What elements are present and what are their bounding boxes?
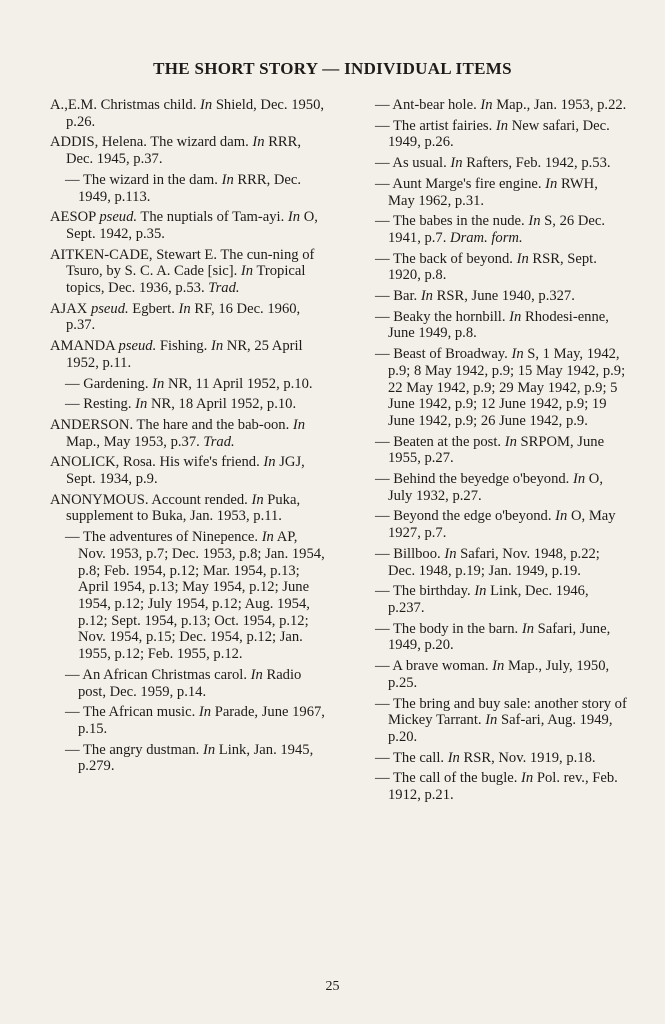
entry-text: S, 1 May, 1942, p.9; 8 May 1942, p.9; 15 May 1942, p.9; 22 May 1942, p.9; 29 May 1942, p.9; 5 June 1942, p.9; 12 June 1942, p.9; 19 June 1942, p.9; 26 June 1942, p.9. [388, 346, 626, 429]
entry-italic-text: In [492, 658, 505, 675]
entry-italic-text: In [252, 134, 265, 151]
entry-text: Saf-ari, Aug. 1949, p.20. [388, 712, 613, 745]
left-column [50, 97, 326, 779]
entry-text: Rafters, Feb. 1942, p.53. [462, 155, 611, 172]
entry-italic-text: In [250, 666, 263, 683]
entry-text: RF, 16 Dec. 1960, p.37. [66, 300, 301, 334]
entry-text: Pol. rev., Feb. 1912, p.21. [388, 770, 618, 804]
entry-italic-text: In [200, 97, 213, 113]
entry-text: Safari, June, 1949, p.20. [388, 620, 611, 654]
entry-text: — Resting. [65, 396, 136, 413]
bibliography-entry [360, 251, 628, 284]
entry-text: — An African Christmas carol. [65, 666, 251, 683]
entry-italic-text: In [444, 545, 457, 562]
entry-text: Puka, supplement to Buka, Jan. 1953, p.11. [66, 491, 301, 525]
entry-italic-text: In [221, 171, 234, 188]
entry-italic-text: In [511, 346, 524, 363]
entry-text: — The birthday. [375, 583, 475, 600]
entry-italic-text: In [509, 308, 522, 325]
entry-italic-text: In [178, 300, 191, 317]
entry-text: NR, 25 April 1952, p.11. [66, 338, 303, 371]
entry-text: — The babes in the nude. [375, 213, 529, 230]
entry-text: RSR, Sept. 1920, p.8. [388, 250, 597, 284]
entry-text: — The artist fairies. [375, 117, 496, 134]
entry-text: — The body in the barn. [375, 620, 522, 637]
entry-text: ANONYMOUS. Account rended. [50, 491, 252, 508]
entry-text: Egbert. [128, 300, 179, 317]
entry-text: O, July 1932, p.27. [388, 471, 603, 504]
entry-text: New safari, Dec. 1949, p.26. [388, 117, 610, 151]
entry-italic-text: In [555, 508, 568, 525]
entry-text: AITKEN-CADE, Stewart E. The cun-ning of Tsuro, by S. C. A. Cade [sic]. [50, 246, 315, 280]
entry-text: — A brave woman. [375, 658, 493, 675]
entry-text: O, May 1927, p.7. [388, 508, 616, 542]
bibliography-entry [50, 172, 326, 205]
entry-italic-text: In [152, 375, 165, 392]
entry-italic-text: In [521, 770, 534, 787]
entry-text: Radio post, Dec. 1959, p.14. [78, 666, 302, 700]
entry-italic-text: In [450, 155, 463, 172]
entry-text: Parade, June 1967, p.15. [78, 704, 325, 737]
bibliography-entry [50, 492, 326, 525]
entry-italic-text: Trad. [208, 280, 240, 297]
bibliography-entry [50, 742, 326, 775]
bibliography-entry [360, 546, 628, 579]
entry-text: — Gardening. [65, 375, 153, 392]
bibliography-entry [360, 621, 628, 654]
entry-italic-text: In [504, 433, 517, 450]
entry-text: Tropical topics, Dec. 1936, p.53. [66, 263, 306, 297]
entry-text: A.,E.M. Christmas child. [50, 97, 200, 113]
entry-italic-text: In [495, 117, 509, 134]
entry-italic-text: pseud. [99, 209, 138, 226]
entry-text: Link, Dec. 1946, p.237. [388, 583, 589, 616]
bibliography-entry [360, 346, 628, 430]
entry-text: Map., May 1953, p.37. [66, 433, 204, 450]
entry-text: AESOP [50, 209, 100, 226]
entry-italic-text: In [135, 396, 148, 413]
entry-text: SRPOM, June 1955, p.27. [388, 433, 605, 467]
entry-italic-text: In [528, 213, 541, 230]
bibliography-entry [360, 155, 628, 172]
entry-text: — Bar. [375, 288, 421, 305]
entry-italic-text: In [545, 175, 558, 192]
bibliography-entry [50, 209, 326, 242]
bibliography-entry [360, 770, 628, 803]
entry-text: RRR, Dec. 1945, p.37. [66, 134, 302, 168]
bibliography-entry [360, 750, 628, 767]
entry-text: NR, 18 April 1952, p.10. [147, 396, 297, 413]
entry-italic-text: In [263, 454, 276, 471]
entry-text: — The adventures of Ninepence. [65, 529, 262, 546]
entry-text: — As usual. [375, 155, 451, 172]
entry-italic-text: In [261, 529, 274, 546]
entry-text: — Beaky the hornbill. [375, 308, 510, 325]
entry-italic-text: In [480, 97, 493, 113]
entry-text: AMANDA [50, 338, 119, 355]
bibliography-entry [50, 396, 326, 413]
entry-italic-text: In [202, 741, 216, 758]
entry-italic-text: In [198, 704, 212, 721]
bibliography-entry [50, 247, 326, 297]
entry-text: — Beaten at the post. [375, 433, 505, 450]
entry-italic-text: Trad. [203, 433, 235, 450]
entry-text: RWH, May 1962, p.31. [388, 175, 598, 209]
entry-text: RRR, Dec. 1949, p.113. [78, 171, 302, 205]
entry-text: — Aunt Marge's fire engine. [375, 175, 546, 192]
entry-text: — The wizard in the dam. [65, 171, 222, 188]
entry-italic-text: In [292, 416, 306, 433]
bibliography-entry [360, 118, 628, 151]
bibliography-entry [50, 376, 326, 393]
entry-text: — The angry dustman. [65, 741, 203, 758]
entry-text: S, 26 Dec. 1941, p.7. [388, 213, 605, 246]
bibliography-entry [50, 97, 326, 130]
bibliography-entry [50, 338, 326, 371]
entry-text: — The call. [375, 749, 448, 766]
bibliography-entry [360, 508, 628, 541]
entry-text: Map., July, 1950, p.25. [388, 658, 610, 691]
entry-text: — The bring and buy sale: another story of Mickey Tarrant. [375, 695, 627, 729]
bibliography-entry [50, 134, 326, 167]
entry-text: Safari, Nov. 1948, p.22; Dec. 1948, p.19; Jan. 1949, p.19. [388, 545, 600, 579]
entry-italic-text: In [474, 583, 487, 600]
entry-text: — The call of the bugle. [375, 770, 522, 787]
entry-text: — Beast of Broadway. [375, 346, 512, 363]
entry-text: The nuptials of Tam-ayi. [137, 209, 288, 226]
entry-italic-text: In [251, 491, 264, 508]
entry-italic-text: In [240, 263, 254, 280]
entry-text: — The African music. [65, 704, 199, 721]
bibliography-entry [360, 696, 628, 746]
page-title: THE SHORT STORY — INDIVIDUAL ITEMS [153, 59, 512, 79]
bibliography-entry [360, 213, 628, 246]
bibliography-entry [50, 454, 326, 487]
bibliography-entry [360, 309, 628, 342]
entry-text: Shield, Dec. 1950, p.26. [66, 97, 325, 130]
entry-text: O, Sept. 1942, p.35. [66, 209, 318, 242]
entry-text: Fishing. [156, 338, 211, 355]
bibliography-entry [50, 704, 326, 737]
entry-text: — The back of beyond. [375, 250, 517, 267]
bibliography-entry [360, 583, 628, 616]
entry-text: Map., Jan. 1953, p.22. [492, 97, 627, 113]
entry-italic-text: In [210, 338, 224, 355]
entry-italic-text: In [420, 288, 433, 305]
entry-italic-text: In [521, 620, 535, 637]
entry-italic-text: In [287, 209, 301, 226]
bibliography-entry [360, 176, 628, 209]
bibliography-entry [360, 434, 628, 467]
entry-text: — Behind the beyedge o'beyond. [375, 471, 573, 488]
entry-text: JGJ, Sept. 1934, p.9. [66, 454, 305, 488]
entry-text: ADDIS, Helena. The wizard dam. [50, 134, 253, 151]
entry-text: RSR, Nov. 1919, p.18. [459, 749, 596, 766]
entry-italic-text: pseud. [118, 338, 157, 355]
bibliography-entry [360, 471, 628, 504]
entry-text: RSR, June 1940, p.327. [432, 288, 575, 305]
bibliography-entry [50, 417, 326, 450]
entry-italic-text: Dram. form. [450, 229, 523, 246]
bibliography-entry [360, 288, 628, 305]
entry-text: — Billboo. [375, 545, 445, 562]
entry-italic-text: In [485, 712, 498, 729]
right-column [360, 97, 628, 808]
bibliography-entry [360, 658, 628, 691]
entry-text: AJAX [50, 300, 91, 317]
entry-italic-text: In [447, 749, 460, 766]
bibliography-entry [360, 97, 628, 114]
entry-italic-text: In [572, 471, 586, 488]
entry-text: NR, 11 April 1952, p.10. [164, 375, 313, 392]
entry-text: ANOLICK, Rosa. His wife's friend. [50, 454, 264, 471]
entry-text: AP, Nov. 1953, p.7; Dec. 1953, p.8; Jan. 1954, p.8; Feb. 1954, p.12; Mar. 1954, p.13; April 1954, p.13; May 1954, p.12; June 1954, p.12; July 1954, p.12; Aug. 1954, p.12; Sept. 1954, p.13; Oct. 1954, p.12; Nov. 1954, p.15; Dec. 1954, p.12; Jan. 1955, p.12; Feb. 1955, p.12. [78, 529, 325, 663]
entry-italic-text: pseud. [90, 300, 129, 317]
entry-text: — Beyond the edge o'beyond. [375, 508, 556, 525]
entry-text: Rhodesi-enne, June 1949, p.8. [388, 308, 609, 342]
bibliography-entry [50, 667, 326, 700]
entry-text: Link, Jan. 1945, p.279. [78, 741, 314, 775]
entry-text: — Ant-bear hole. [375, 97, 481, 113]
bibliography-entry [50, 301, 326, 334]
page-number: 25 [325, 979, 340, 994]
entry-italic-text: In [516, 250, 529, 267]
entry-text: ANDERSON. The hare and the bab-oon. [50, 416, 293, 433]
bibliography-entry [50, 529, 326, 663]
